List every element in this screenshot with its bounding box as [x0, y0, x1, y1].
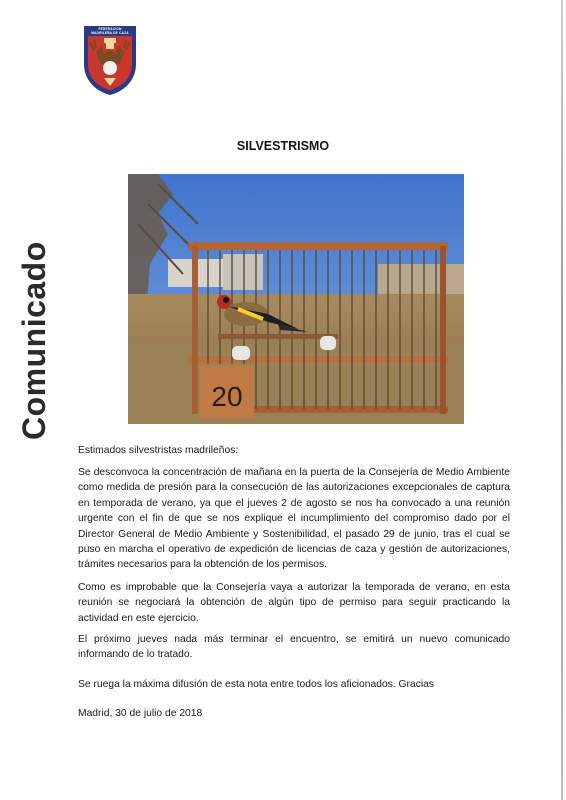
page-edge — [561, 0, 563, 800]
paragraph-improbable: Como es improbable que la Consejería vaya a autorizar la temporada de verano, en esta reunión se negociará la obtención de algún tipo de permiso para seguir practicando la actividad en este ejercicio. — [78, 582, 510, 624]
cage-number-label: 20 — [211, 381, 243, 412]
crest-text-madrilena: MADRILEÑA DE CAZA — [91, 31, 129, 35]
paragraph-desconvoca: Se desconvoca la concentración de mañana en la puerta de la Consejería de Medio Ambiente como medida de presión para la consecución de las autorizaciones excepcionales de captura en temporada de verano, ya que el jueves 2 de agosto se nos ha convocado a una reunión urgente con el fin de que se nos explique el incumplimiento del compromiso dado por el Director General de Medio Ambiente y Sostenibilidad, el pasado 29 de junio, tras el cual se puso en marcha el operativo de expedición de licencias de caza y gestión de autorizaciones, trámites necesarios para la obtención de los permisos. — [78, 467, 510, 571]
goldfinch-in-cage-photo — [128, 174, 464, 424]
federation-crest-logo — [82, 24, 138, 96]
crest-text-federacion: FEDERACION — [98, 27, 122, 31]
paragraph-difusion: Se ruega la máxima difusión de esta nota entre todos los aficionados. Gracias — [78, 679, 435, 690]
paragraph-proximo-jueves: El próximo jueves nada más terminar el encuentro, se emitirá un nuevo comunicado informando de lo tratado. — [78, 634, 510, 661]
date-line: Madrid, 30 de julio de 2018 — [78, 708, 203, 719]
comunicado-side-label: Comunicado — [16, 241, 52, 440]
page-title: SILVESTRISMO — [236, 139, 330, 153]
greeting-text: Estimados silvestristas madrileños: — [78, 445, 239, 456]
